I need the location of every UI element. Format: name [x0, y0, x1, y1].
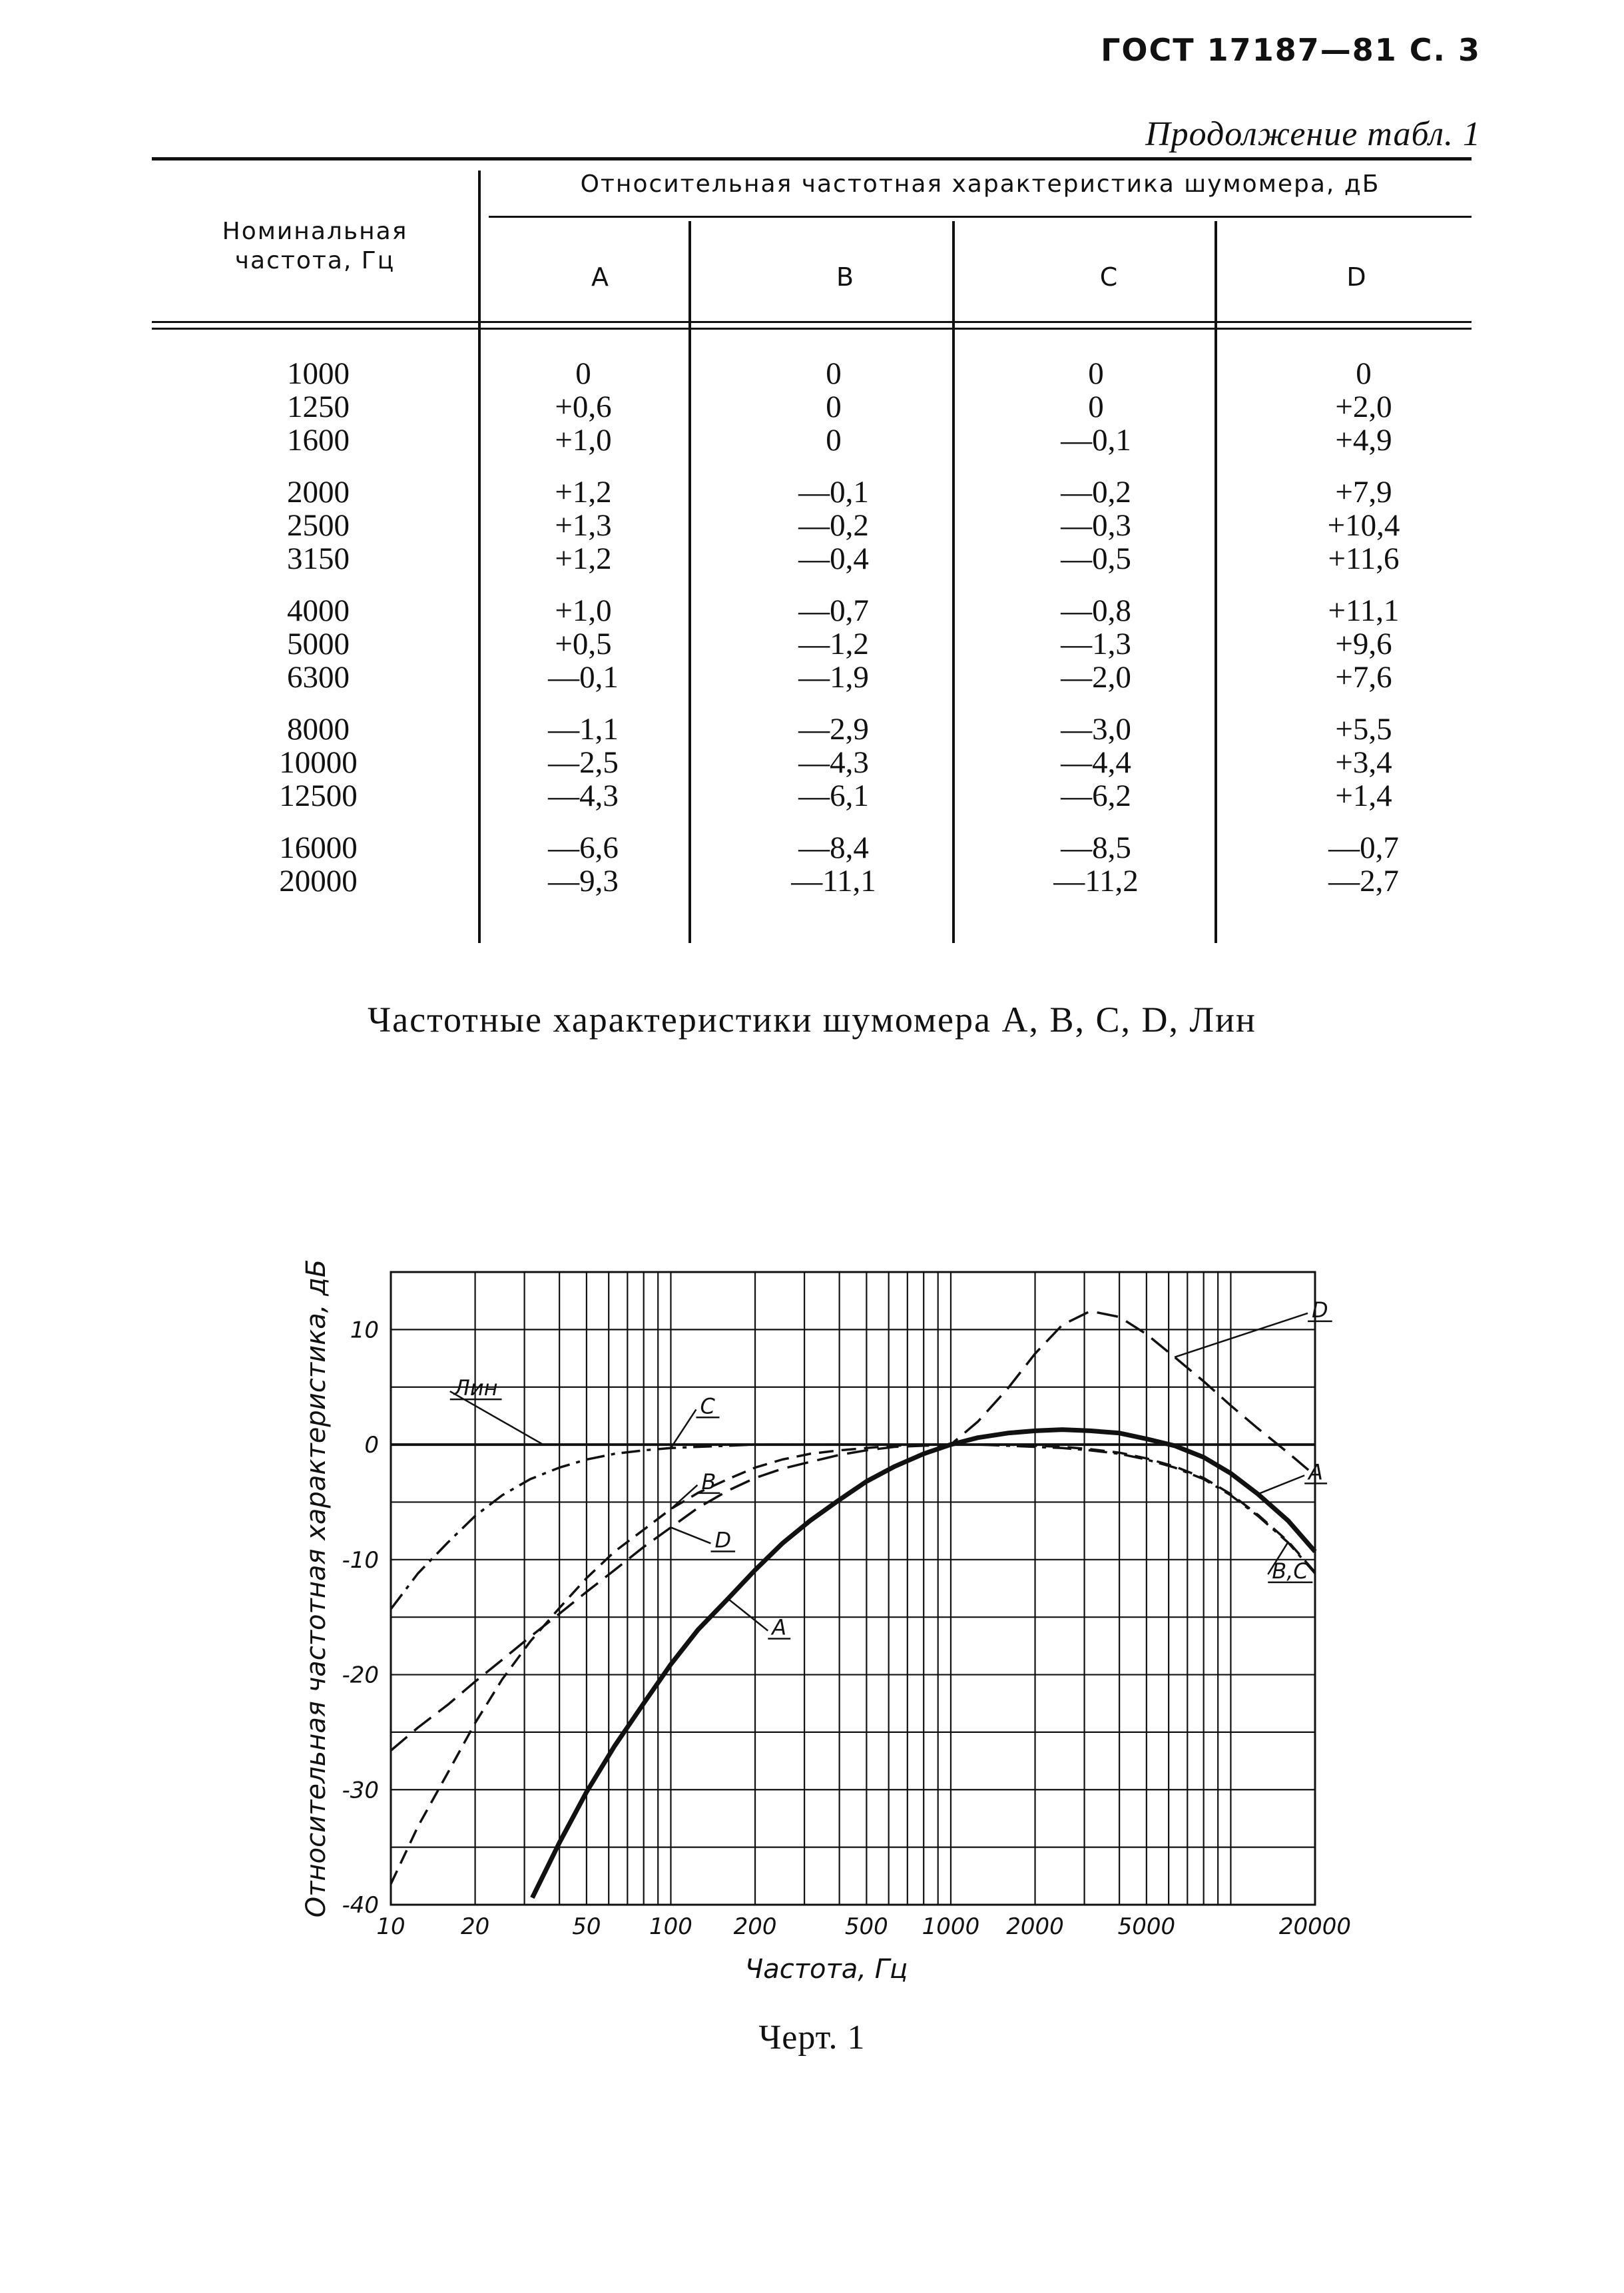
table-cell-value: —6,6	[548, 830, 619, 865]
table-cell-value: +2,0	[1335, 390, 1392, 424]
table-cell-value: 0	[826, 390, 842, 424]
y-tick-label: -30	[342, 1777, 379, 1804]
page-header: ГОСТ 17187—81 С. 3	[1101, 32, 1481, 68]
series-label: Лин	[453, 1375, 498, 1401]
x-tick-label: 200	[733, 1913, 777, 1940]
table-cell-value: —4,3	[548, 779, 619, 813]
table-cell-value: —0,7	[798, 593, 869, 628]
table-cell-value: +11,1	[1328, 593, 1400, 628]
table-cell-value: —11,2	[1053, 864, 1139, 898]
series-label: B,C	[1272, 1558, 1308, 1584]
series-label: A	[772, 1614, 787, 1640]
table-cell-value: —8,4	[798, 830, 869, 865]
table-cell-value: —1,1	[548, 712, 619, 747]
header-col-b: B	[836, 262, 854, 292]
table-continuation-label: Продолжение табл. 1	[1145, 115, 1481, 153]
table-cell-value: +3,4	[1335, 745, 1392, 780]
table-cell-value: —1,2	[798, 627, 869, 661]
x-tick-label: 50	[572, 1913, 601, 1940]
table-cell-value: —6,1	[798, 779, 869, 813]
table-cell-value: —0,1	[1061, 423, 1131, 458]
table-cell-frequency: 20000	[279, 864, 358, 898]
x-tick-label: 20	[460, 1913, 490, 1940]
label-leader-line	[671, 1485, 697, 1509]
series-line-2	[391, 1445, 1315, 1884]
table-cell-frequency: 3150	[287, 541, 350, 576]
label-leader-line	[1258, 1475, 1304, 1494]
x-tick-label: 5000	[1117, 1913, 1176, 1940]
y-tick-label: -10	[342, 1546, 379, 1574]
header-col-a: A	[591, 262, 609, 292]
table-cell-value: +1,2	[555, 475, 612, 509]
table-cell-value: —2,7	[1328, 864, 1399, 898]
x-tick-label: 100	[649, 1913, 692, 1940]
table-cell-value: —9,3	[548, 864, 619, 898]
table-cell-value: 0	[826, 423, 842, 458]
table-cell-value: 0	[1088, 390, 1104, 424]
table-cell-value: —1,9	[798, 660, 869, 695]
table-cell-value: —0,5	[1061, 541, 1131, 576]
header-col-c: C	[1099, 262, 1118, 292]
table-cell-frequency: 2000	[287, 475, 350, 509]
y-tick-label: -20	[342, 1662, 379, 1689]
label-leader-line	[671, 1409, 696, 1448]
table-cell-value: —2,9	[798, 712, 869, 747]
table-cell-value: +10,4	[1327, 508, 1400, 543]
series-line-3	[391, 1445, 1315, 1609]
table-cell-value: +7,9	[1335, 475, 1392, 509]
table-cell-frequency: 5000	[287, 627, 350, 661]
table-cell-frequency: 1250	[287, 390, 350, 424]
table-cell-value: 0	[826, 356, 842, 391]
table-cell-value: —0,2	[798, 508, 869, 543]
y-axis-title: Относительная частотная характеристика, дБ	[301, 1259, 332, 1918]
y-tick-label: -40	[342, 1892, 379, 1919]
table-cell-value: +1,4	[1335, 779, 1392, 813]
table-cell-value: 0	[575, 356, 591, 391]
section-title: Частотные характеристики шумомера А, В, С, D, Лин	[368, 1000, 1256, 1040]
table-cell-value: —8,5	[1061, 830, 1131, 865]
table-cell-frequency: 12500	[279, 779, 358, 813]
table-cell-value: +0,5	[555, 627, 612, 661]
table-cell-frequency: 16000	[279, 830, 358, 865]
table-cell-value: —0,2	[1061, 475, 1131, 509]
table-cell-frequency: 1600	[287, 423, 350, 458]
table-cell-frequency: 1000	[287, 356, 350, 391]
table-cell-value: —2,0	[1061, 660, 1131, 695]
series-label: C	[700, 1393, 715, 1419]
table-cell-value: —0,1	[548, 660, 619, 695]
series-label: A	[1308, 1459, 1324, 1485]
table-cell-value: 0	[1088, 356, 1104, 391]
table-cell-value: +1,3	[555, 508, 612, 543]
table-cell-value: +7,6	[1335, 660, 1392, 695]
table-cell-value: —0,7	[1328, 830, 1399, 865]
header-nominal-frequency-line2: частота, Гц	[234, 247, 396, 274]
table-cell-value: +5,5	[1335, 712, 1392, 747]
label-leader-line	[728, 1599, 768, 1631]
label-leader-line	[671, 1527, 710, 1543]
table-cell-value: +1,0	[555, 593, 612, 628]
header-response-group: Относительная частотная характеристика шумомера, дБ	[580, 170, 1380, 198]
x-tick-label: 1000	[922, 1913, 980, 1940]
table-cell-frequency: 6300	[287, 660, 350, 695]
y-tick-label: 0	[364, 1432, 379, 1459]
label-leader-line	[1175, 1313, 1308, 1357]
table-cell-value: —6,2	[1061, 779, 1131, 813]
y-tick-label: 10	[350, 1317, 379, 1344]
table-cell-value: +4,9	[1335, 423, 1392, 458]
table-cell-value: —0,1	[798, 475, 869, 509]
figure-caption: Черт. 1	[758, 2019, 866, 2057]
series-label: D	[1312, 1297, 1328, 1323]
series-label: B	[701, 1469, 716, 1494]
table-cell-value: +11,6	[1328, 541, 1400, 576]
x-axis-title: Частота, Гц	[744, 1954, 908, 1985]
table-cell-value: —0,4	[798, 541, 869, 576]
table-cell-value: —3,0	[1061, 712, 1131, 747]
table-cell-value: —1,3	[1061, 627, 1131, 661]
header-nominal-frequency-line1: Номинальная	[222, 218, 408, 245]
table-cell-frequency: 10000	[279, 745, 358, 780]
series-line-4	[391, 1311, 1315, 1751]
header-col-d: D	[1346, 262, 1366, 292]
table-cell-frequency: 4000	[287, 593, 350, 628]
table-cell-value: —0,3	[1061, 508, 1131, 543]
table-cell-frequency: 8000	[287, 712, 350, 747]
x-tick-label: 2000	[1006, 1913, 1064, 1940]
table-cell-value: +1,2	[555, 541, 612, 576]
table-cell-value: 0	[1356, 356, 1372, 391]
x-tick-label: 10	[376, 1913, 406, 1940]
x-tick-label: 20000	[1278, 1913, 1352, 1940]
table-cell-value: +1,0	[555, 423, 612, 458]
table-cell-frequency: 2500	[287, 508, 350, 543]
x-tick-label: 500	[844, 1913, 888, 1940]
table-cell-value: —11,1	[791, 864, 876, 898]
table-cell-value: +9,6	[1335, 627, 1392, 661]
plot-frame	[391, 1272, 1315, 1905]
table-cell-value: —0,8	[1061, 593, 1131, 628]
table-cell-value: —2,5	[548, 745, 619, 780]
table-cell-value: +0,6	[555, 390, 612, 424]
series-label: D	[714, 1527, 732, 1553]
table-cell-value: —4,3	[798, 745, 869, 780]
table-cell-value: —4,4	[1061, 745, 1131, 780]
